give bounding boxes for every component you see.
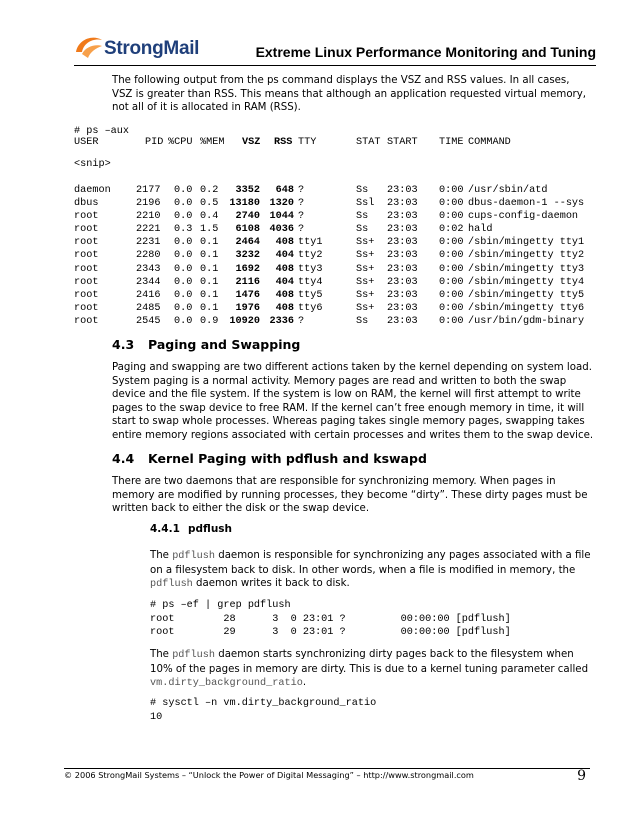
ps-cell-stat: Ss	[356, 315, 369, 327]
text: daemon writes it back to disk.	[192, 578, 350, 590]
document-title: Extreme Linux Performance Monitoring and Tuning	[255, 44, 596, 60]
ps-header-time: TIME	[439, 137, 464, 148]
logo-swoosh-icon	[74, 34, 104, 60]
ps-cell-command: /sbin/mingetty tty2	[468, 250, 585, 262]
ps-cell-vsz: 13180	[229, 198, 260, 210]
ps-cell-cpu: 0.0	[174, 315, 193, 327]
ps-cell-stat: Ssl	[356, 198, 375, 210]
ps-cell-tty: tty3	[298, 263, 323, 275]
ps-cell-rss: 2336	[269, 315, 294, 327]
ps-cell-mem: 0.1	[200, 276, 219, 288]
ps-cell-mem: 0.2	[200, 185, 219, 196]
ps-cell-tty: tty4	[298, 276, 323, 288]
ps-cell-vsz: 2464	[235, 237, 260, 249]
ps-cell-mem: 0.5	[200, 198, 219, 210]
ps-cell-rss: 408	[275, 302, 294, 314]
ps-cell-stat: Ss+	[356, 250, 375, 262]
ps-cell-vsz: 3232	[235, 250, 260, 262]
ps-cell-user: daemon	[74, 185, 111, 196]
ps-cell-stat: Ss	[356, 211, 369, 223]
ps-cell-start: 23:03	[387, 315, 418, 327]
ps-cell-cpu: 0.0	[174, 237, 193, 249]
ps-cell-time: 0:00	[439, 185, 464, 196]
ps-cell-mem: 0.1	[200, 250, 219, 262]
ps-cell-rss: 408	[275, 237, 294, 249]
ps-cell-command: cups-config-daemon	[468, 211, 579, 223]
ps-cell-time: 0:00	[439, 198, 464, 210]
ps-command: # ps –aux	[74, 126, 130, 137]
ps-cell-stat: Ss+	[356, 263, 375, 275]
ps-cell-mem: 0.9	[200, 315, 219, 327]
text: The	[150, 550, 173, 561]
inline-code: pdflush	[172, 551, 215, 562]
ps-cell-time: 0:00	[439, 250, 464, 262]
ps-cell-command: /sbin/mingetty tty4	[468, 276, 585, 288]
ps-cell-command: /usr/bin/gdm-binary	[468, 315, 585, 327]
table-row	[74, 303, 594, 316]
ps-cell-cpu: 0.0	[174, 289, 193, 301]
ps-cell-rss: 1320	[269, 198, 294, 210]
ps-cell-pid: 2280	[136, 250, 161, 262]
ps-cell-pid: 2210	[136, 211, 161, 223]
ps-cell-rss: 4036	[269, 224, 294, 236]
table-row	[74, 264, 594, 277]
ps-cell-rss: 408	[275, 289, 294, 301]
ps-cell-stat: Ss+	[356, 237, 375, 249]
ps-cell-user: root	[74, 302, 99, 314]
inline-code: vm.dirty_background_ratio	[150, 678, 303, 690]
ps-cell-vsz: 2740	[235, 211, 260, 223]
ps-cell-tty: tty6	[298, 302, 323, 314]
ps-cell-user: root	[74, 250, 99, 262]
ps-cell-rss: 648	[275, 185, 294, 196]
ps-cell-time: 0:00	[439, 289, 464, 301]
ps-cell-mem: 1.5	[200, 224, 219, 236]
table-row	[74, 290, 594, 303]
ps-cell-pid: 2196	[136, 198, 161, 210]
ps-cell-user: root	[74, 237, 99, 249]
section-title: Kernel Paging with pdflush and kswapd	[148, 451, 427, 466]
ps-cell-tty: ?	[298, 224, 305, 236]
ps-header-mem: %MEM	[200, 137, 225, 148]
ps-cell-pid: 2485	[136, 302, 161, 314]
page-header	[0, 0, 638, 72]
section-4-3-body: Paging and swapping are two different actions taken by the kernel depending on system load. System paging is a normal activity. Memory pages are read and written to both the swap device and the file system. If the system is low on RAM, the kernel will first attempt to write pages to the swap device to free RAM. If the kernel can’t free enough memory in time, it will start to swap whole processes. Whereas paging takes single memory pages, swapping takes entire memory regions associated with certain processes and writes them to the swap device.	[112, 362, 594, 441]
ps-cell-user: root	[74, 276, 99, 288]
ps-cell-time: 0:02	[439, 224, 464, 236]
ps-cell-tty: ?	[298, 185, 305, 196]
ps-cell-cpu: 0.0	[174, 276, 193, 288]
ps-cell-stat: Ss	[356, 185, 369, 196]
ps-cell-mem: 0.1	[200, 289, 219, 301]
subsection-number: 4.4.1	[150, 523, 180, 535]
section-4-4-1-heading	[150, 523, 590, 537]
section-number: 4.3	[112, 337, 135, 352]
ps-cell-pid: 2221	[136, 224, 161, 236]
page-number: 9	[577, 768, 586, 784]
ps-cell-mem: 0.1	[200, 237, 219, 249]
ps-cell-start: 23:03	[387, 250, 418, 262]
ps-cell-command: /sbin/mingetty tty6	[468, 302, 585, 314]
table-row	[74, 316, 594, 329]
ps-header-cpu: %CPU	[168, 137, 193, 148]
pdflush-code-block: # ps –ef | grep pdflush root 28 3 0 23:01 ? 00:00:00 [pdflush] root 29 3 0 23:01 ? 00:00:00 [pdflush]	[150, 600, 511, 638]
ps-cell-tty: tty2	[298, 250, 323, 262]
ps-header-pid: PID	[145, 137, 164, 148]
text: .	[302, 677, 307, 689]
ps-header-start: START	[387, 137, 418, 148]
ps-cell-start: 23:03	[387, 185, 418, 196]
ps-cell-rss: 404	[275, 250, 294, 262]
snip-marker: <snip>	[74, 159, 111, 170]
sysctl-code-block: # sysctl –n vm.dirty_background_ratio 10	[150, 698, 377, 723]
ps-cell-cpu: 0.0	[174, 198, 193, 210]
ps-cell-stat: Ss+	[356, 276, 375, 288]
inline-code: pdflush	[150, 579, 193, 591]
table-row	[74, 237, 594, 250]
section-title: Paging and Swapping	[148, 337, 301, 352]
ps-cell-pid: 2177	[136, 185, 161, 196]
ps-cell-user: root	[74, 211, 99, 223]
ps-cell-user: root	[74, 224, 99, 236]
table-row	[74, 224, 594, 237]
ps-cell-command: /sbin/mingetty tty5	[468, 289, 585, 301]
ps-cell-command: /sbin/mingetty tty1	[468, 237, 585, 249]
text: daemon is responsible for synchronizing any pages associated with a file on a filesystem back to disk. In other words, when a file is modified in memory, the	[150, 550, 591, 576]
ps-cell-pid: 2416	[136, 289, 161, 301]
ps-cell-start: 23:03	[387, 211, 418, 223]
ps-cell-tty: ?	[298, 211, 305, 223]
ps-cell-time: 0:00	[439, 276, 464, 288]
header-divider	[74, 65, 596, 66]
ps-cell-command: /usr/sbin/atd	[468, 185, 548, 196]
ps-cell-cpu: 0.3	[174, 224, 193, 236]
ps-cell-rss: 404	[275, 276, 294, 288]
ps-cell-vsz: 10920	[229, 315, 260, 327]
ps-cell-vsz: 1692	[235, 263, 260, 275]
section-4-4-heading	[112, 451, 592, 467]
section-4-3-heading	[112, 337, 592, 353]
ps-cell-tty: tty5	[298, 289, 323, 301]
ps-cell-pid: 2231	[136, 237, 161, 249]
ps-cell-pid: 2545	[136, 315, 161, 327]
ps-cell-start: 23:03	[387, 224, 418, 236]
ps-cell-cpu: 0.0	[174, 250, 193, 262]
table-row	[74, 250, 594, 263]
intro-paragraph: The following output from the ps command displays the VSZ and RSS values. In all cases, VSZ is greater than RSS. This means that although an application requested virtual memory, not all of it is allocated in RAM (RSS).	[112, 75, 587, 114]
ps-cell-command: hald	[468, 224, 493, 236]
ps-cell-cpu: 0.0	[174, 211, 193, 223]
ps-cell-stat: Ss	[356, 224, 369, 236]
ps-header-row	[74, 137, 594, 150]
ps-cell-vsz: 1976	[235, 302, 260, 314]
ps-cell-time: 0:00	[439, 211, 464, 223]
ps-cell-start: 23:03	[387, 237, 418, 249]
ps-cell-time: 0:00	[439, 263, 464, 275]
text: The	[150, 649, 173, 660]
pdflush-paragraph-1	[150, 549, 596, 592]
ps-output-table	[74, 185, 594, 329]
ps-cell-user: root	[74, 263, 99, 275]
ps-cell-vsz: 3352	[235, 185, 260, 196]
footer-divider	[64, 768, 590, 769]
ps-cell-start: 23:03	[387, 263, 418, 275]
ps-cell-vsz: 6108	[235, 224, 260, 236]
ps-header-command: COMMAND	[468, 137, 511, 148]
ps-header-rss: RSS	[274, 137, 293, 148]
ps-cell-stat: Ss+	[356, 302, 375, 314]
ps-header-stat: STAT	[356, 137, 381, 148]
ps-header-vsz: VSZ	[242, 137, 261, 148]
ps-cell-tty: tty1	[298, 237, 323, 249]
ps-cell-command: /sbin/mingetty tty3	[468, 263, 585, 275]
ps-cell-mem: 0.1	[200, 302, 219, 314]
ps-header-tty: TTY	[298, 137, 317, 148]
ps-cell-tty: ?	[298, 315, 305, 327]
ps-cell-pid: 2344	[136, 276, 161, 288]
ps-cell-pid: 2343	[136, 263, 161, 275]
table-row	[74, 277, 594, 290]
ps-cell-stat: Ss+	[356, 289, 375, 301]
ps-cell-cpu: 0.0	[174, 185, 193, 196]
ps-cell-time: 0:00	[439, 237, 464, 249]
table-row	[74, 211, 594, 224]
ps-cell-cpu: 0.0	[174, 263, 193, 275]
ps-cell-user: root	[74, 315, 99, 327]
ps-cell-mem: 0.1	[200, 263, 219, 275]
ps-cell-cpu: 0.0	[174, 302, 193, 314]
ps-cell-start: 23:03	[387, 302, 418, 314]
ps-cell-start: 23:03	[387, 289, 418, 301]
section-number: 4.4	[112, 451, 135, 466]
ps-cell-vsz: 2116	[235, 276, 260, 288]
ps-cell-rss: 408	[275, 263, 294, 275]
logo-text: StrongMail	[104, 38, 200, 59]
section-4-4-body: There are two daemons that are responsible for synchronizing memory. When pages in memory are modified by running processes, they become “dirty”. These dirty pages must be written back to either the disk or the swap device.	[112, 476, 588, 515]
ps-cell-mem: 0.4	[200, 211, 219, 223]
ps-cell-time: 0:00	[439, 315, 464, 327]
ps-cell-vsz: 1476	[235, 289, 260, 301]
table-row	[74, 198, 594, 211]
ps-cell-user: dbus	[74, 198, 99, 210]
ps-cell-start: 23:03	[387, 276, 418, 288]
ps-header-user: USER	[74, 137, 99, 148]
ps-cell-command: dbus-daemon-1 --sys	[468, 198, 585, 210]
footer-copyright: © 2006 StrongMail Systems – “Unlock the Power of Digital Messaging” – http://www.strongmail.com	[64, 770, 474, 780]
ps-cell-time: 0:00	[439, 302, 464, 314]
subsection-title: pdflush	[188, 523, 233, 535]
text: daemon starts synchronizing dirty pages back to the filesystem when 10% of the pages in memory are dirty. This is due to a kernel tuning parameter called	[150, 649, 589, 675]
ps-cell-rss: 1044	[269, 211, 294, 223]
strongmail-logo	[74, 34, 214, 64]
ps-cell-user: root	[74, 289, 99, 301]
ps-cell-tty: ?	[298, 198, 305, 210]
pdflush-paragraph-2	[150, 648, 596, 691]
table-row	[74, 185, 594, 198]
ps-cell-start: 23:03	[387, 198, 418, 210]
inline-code: pdflush	[172, 650, 215, 661]
